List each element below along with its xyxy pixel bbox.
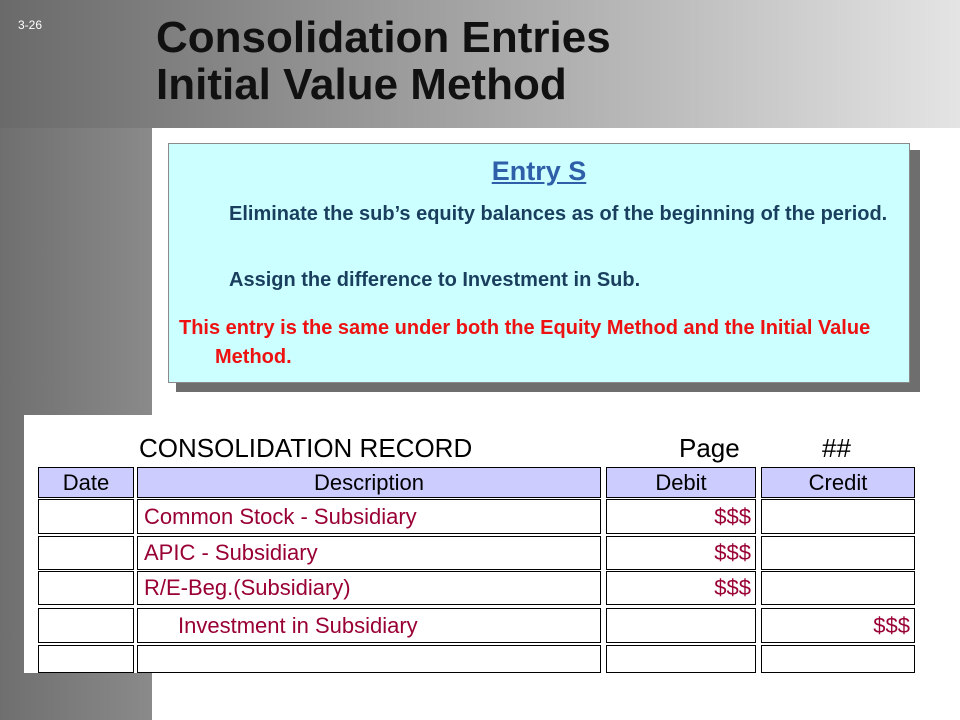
callout-note: This entry is the same under both the Equity Method and the Initial Value Method. bbox=[179, 317, 871, 368]
row-5-date bbox=[38, 645, 134, 673]
row-5-description bbox=[137, 645, 601, 673]
row-2-debit: $$$ bbox=[606, 536, 756, 570]
row-1-credit bbox=[761, 499, 915, 534]
page-label: Page bbox=[679, 433, 740, 463]
header-description: Description bbox=[137, 467, 601, 498]
record-title: CONSOLIDATION RECORD bbox=[139, 433, 473, 463]
row-3-date bbox=[38, 571, 134, 605]
header-date: Date bbox=[38, 467, 134, 498]
row-4-credit: $$$ bbox=[761, 608, 915, 643]
slide-title bbox=[156, 14, 611, 108]
row-2-date bbox=[38, 536, 134, 570]
row-5-credit bbox=[761, 645, 915, 673]
callout-bullet-2: Assign the difference to Investment in Sub. bbox=[229, 269, 641, 291]
row-4-debit bbox=[606, 608, 756, 643]
row-2-description: APIC - Subsidiary bbox=[137, 536, 601, 570]
entry-callout-box bbox=[168, 143, 910, 383]
entry-heading: Entry S bbox=[491, 156, 587, 186]
row-5-debit bbox=[606, 645, 756, 673]
row-3-credit bbox=[761, 571, 915, 605]
callout-bullet-1: Eliminate the sub’s equity balances as of the beginning of the period. bbox=[229, 203, 888, 225]
header-credit: Credit bbox=[761, 467, 915, 498]
row-3-debit: $$$ bbox=[606, 571, 756, 605]
row-3-description: R/E-Beg.(Subsidiary) bbox=[137, 571, 601, 605]
title-line-1: Consolidation Entries bbox=[156, 13, 611, 62]
row-2-credit bbox=[761, 536, 915, 570]
row-1-debit: $$$ bbox=[606, 499, 756, 534]
row-1-date bbox=[38, 499, 134, 534]
slide-number: 3-26 bbox=[18, 18, 43, 32]
page-number: ## bbox=[822, 433, 851, 463]
row-1-description: Common Stock - Subsidiary bbox=[137, 499, 601, 534]
row-4-date bbox=[38, 608, 134, 643]
row-4-description: Investment in Subsidiary bbox=[137, 608, 601, 643]
header-debit: Debit bbox=[606, 467, 756, 498]
consolidation-record bbox=[24, 415, 960, 673]
title-line-2: Initial Value Method bbox=[156, 60, 567, 109]
